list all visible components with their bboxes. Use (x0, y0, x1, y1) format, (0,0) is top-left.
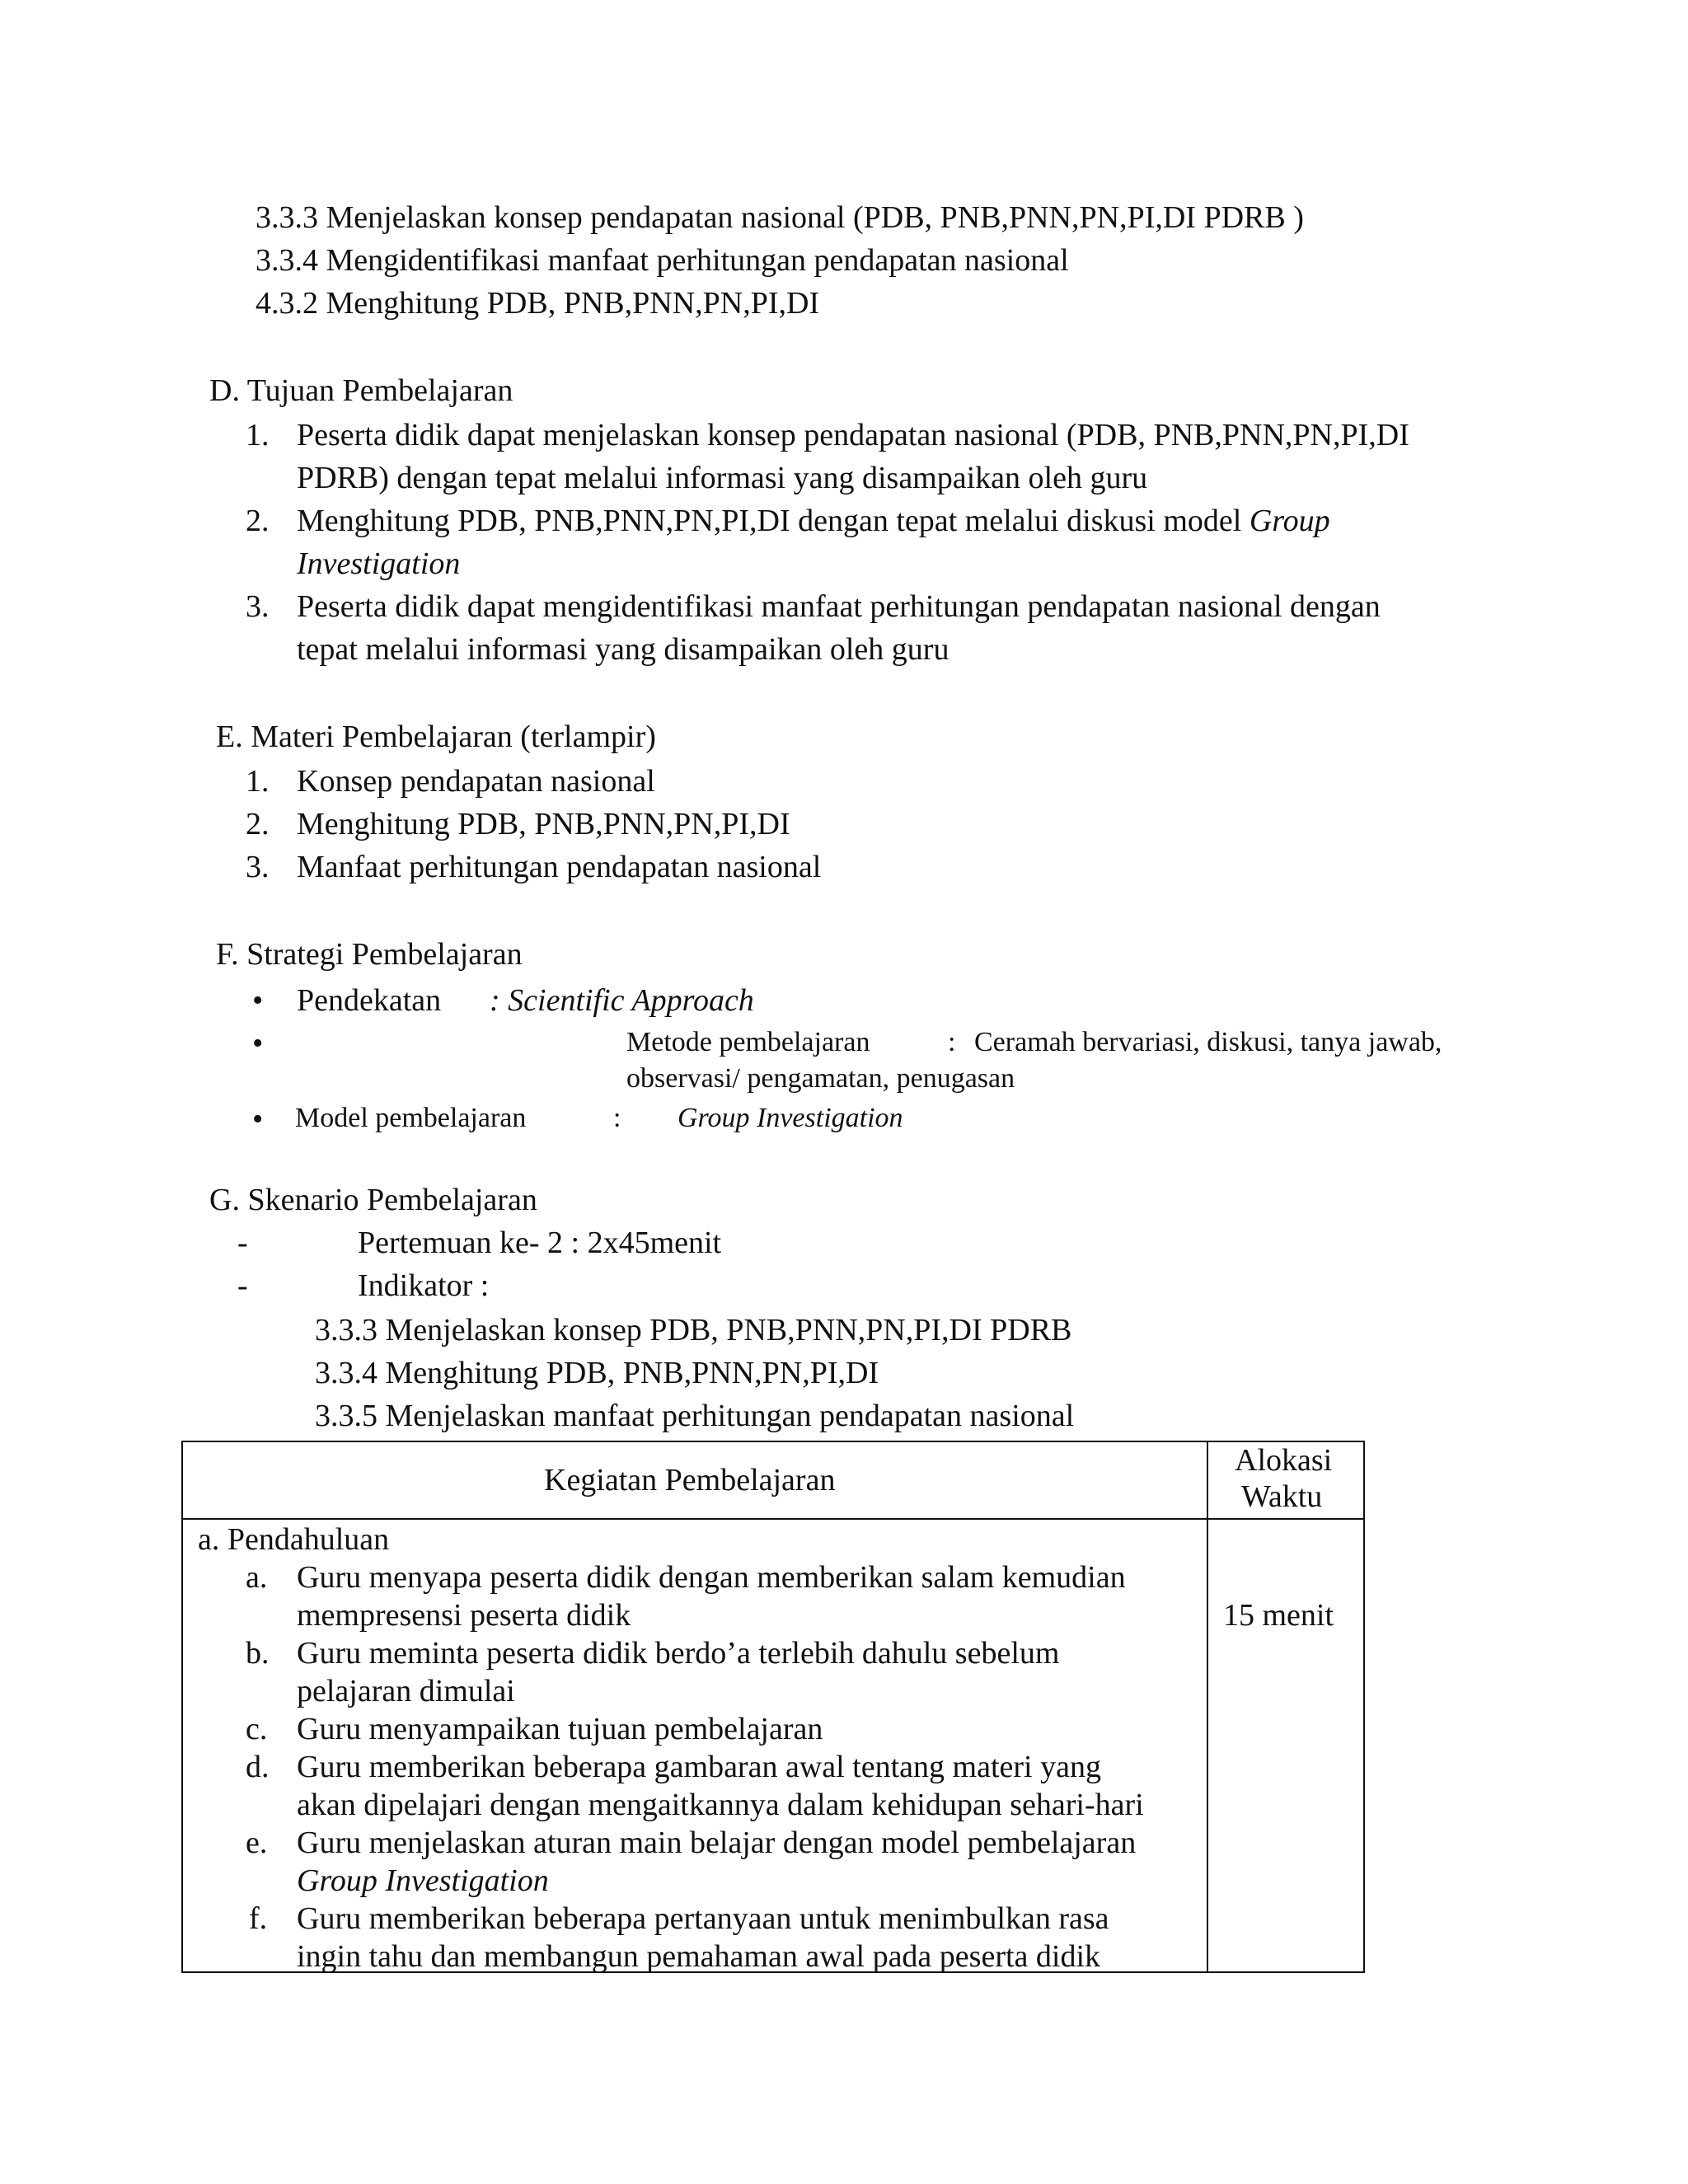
metode-value-2: observasi/ pengamatan, penugasan (626, 1063, 1015, 1094)
section-e-item-1-text: Konsep pendapatan nasional (297, 764, 655, 799)
section-e-item-3-text: Manfaat perhitungan pendapatan nasional (297, 850, 822, 884)
table-item-f-line2: ingin tahu dan membangun pemahaman awal pada peserta didik (297, 1939, 1101, 1974)
table-item-d-line2: akan dipelajari dengan mengaitkannya dalam kehidupan sehari-hari (297, 1788, 1144, 1822)
bullet-1: • (252, 983, 264, 1018)
pendahuluan-title: a. Pendahuluan (198, 1522, 390, 1557)
table-item-c-line1: Guru menyampaikan tujuan pembelajaran (297, 1712, 823, 1746)
section-g-indicator-1: 3.3.3 Menjelaskan konsep PDB, PNB,PNN,PN,PI,DI PDRB (315, 1313, 1072, 1347)
section-d-item-2-line2: Investigation (297, 546, 461, 581)
table-item-b-line2: pelajaran dimulai (297, 1674, 515, 1708)
section-d-item-1-line1: Peserta didik dapat menjelaskan konsep pendapatan nasional (PDB, PNB,PNN,PN,PI,DI (297, 418, 1409, 452)
section-g-heading: G. Skenario Pembelajaran (209, 1183, 537, 1217)
metode-colon: : (948, 1027, 956, 1057)
section-f-heading: F. Strategi Pembelajaran (216, 937, 523, 972)
pendekatan-label: Pendekatan (297, 983, 442, 1018)
table-item-b-letter: b. (246, 1636, 270, 1671)
table-item-f-letter: f. (249, 1901, 268, 1936)
table-item-c-letter: c. (246, 1712, 268, 1746)
model-value: Group Investigation (678, 1103, 903, 1133)
bullet-2: • (252, 1026, 264, 1061)
section-d-item-3-line1: Peserta didik dapat mengidentifikasi manfaat perhitungan pendapatan nasional dengan (297, 589, 1381, 624)
section-e-item-2-text: Menghitung PDB, PNB,PNN,PN,PI,DI (297, 807, 790, 841)
dash-1: - (237, 1226, 248, 1260)
indicator-top-2: 3.3.4 Mengidentifikasi manfaat perhitungan pendapatan nasional (256, 243, 1069, 278)
section-e-item-3-num: 3. (246, 850, 270, 884)
section-d-item-2-text: Menghitung PDB, PNB,PNN,PN,PI,DI dengan tepat melalui diskusi model (297, 504, 1250, 538)
metode-label: Metode pembelajaran (626, 1027, 870, 1057)
section-d-item-2-italic: Group (1249, 504, 1330, 538)
model-colon: : (613, 1103, 621, 1133)
table-item-e-letter: e. (246, 1825, 268, 1860)
alokasi-value: 15 menit (1223, 1598, 1334, 1633)
table-item-b-line1: Guru meminta peserta didik berdo’a terlebih dahulu sebelum (297, 1636, 1060, 1671)
table-divider-vertical (1207, 1442, 1208, 1971)
section-e-item-1-num: 1. (246, 764, 270, 799)
header-alokasi-2: Waktu (1241, 1479, 1323, 1514)
header-kegiatan: Kegiatan Pembelajaran (544, 1463, 836, 1497)
section-d-item-2-line1 (297, 499, 1330, 542)
indikator-label: Indikator : (358, 1268, 490, 1303)
kegiatan-table (181, 1441, 1365, 1973)
table-item-e-line1: Guru menjelaskan aturan main belajar dengan model pembelajaran (297, 1825, 1137, 1860)
table-item-a-line1: Guru menyapa peserta didik dengan memberikan salam kemudian (297, 1560, 1126, 1595)
section-d-item-1-num: 1. (246, 418, 270, 452)
table-item-e-line2: Group Investigation (297, 1863, 549, 1898)
indicator-top-1: 3.3.3 Menjelaskan konsep pendapatan nasional (PDB, PNB,PNN,PN,PI,DI PDRB ) (256, 200, 1304, 235)
pendekatan-value: : Scientific Approach (490, 983, 754, 1018)
section-e-item-2-num: 2. (246, 807, 270, 841)
table-item-d-letter: d. (246, 1750, 270, 1784)
dash-2: - (237, 1268, 248, 1303)
section-d-item-1-line2: PDRB) dengan tepat melalui informasi yang disampaikan oleh guru (297, 461, 1148, 495)
section-d-heading: D. Tujuan Pembelajaran (209, 373, 513, 408)
indicator-top-3: 4.3.2 Menghitung PDB, PNB,PNN,PN,PI,DI (256, 286, 820, 321)
section-d-item-3-num: 3. (246, 589, 270, 624)
bullet-3: • (252, 1102, 264, 1137)
pertemuan-text: Pertemuan ke- 2 : 2x45menit (358, 1226, 722, 1260)
table-item-a-line2: mempresensi peserta didik (297, 1598, 631, 1633)
section-d-item-3-line2: tepat melalui informasi yang disampaikan oleh guru (297, 632, 950, 667)
header-alokasi-1: Alokasi (1235, 1443, 1333, 1478)
table-item-a-letter: a. (246, 1560, 268, 1595)
section-d-item-2-num: 2. (246, 504, 270, 538)
section-e-heading: E. Materi Pembelajaran (terlampir) (216, 719, 656, 754)
section-g-indicator-3: 3.3.5 Menjelaskan manfaat perhitungan pendapatan nasional (315, 1399, 1075, 1433)
table-item-d-line1: Guru memberikan beberapa gambaran awal tentang materi yang (297, 1750, 1101, 1784)
metode-value-1: Ceramah bervariasi, diskusi, tanya jawab, (974, 1027, 1442, 1057)
table-item-f-line1: Guru memberikan beberapa pertanyaan untuk menimbulkan rasa (297, 1901, 1109, 1936)
section-g-indicator-2: 3.3.4 Menghitung PDB, PNB,PNN,PN,PI,DI (315, 1356, 879, 1390)
model-label: Model pembelajaran (295, 1103, 527, 1133)
